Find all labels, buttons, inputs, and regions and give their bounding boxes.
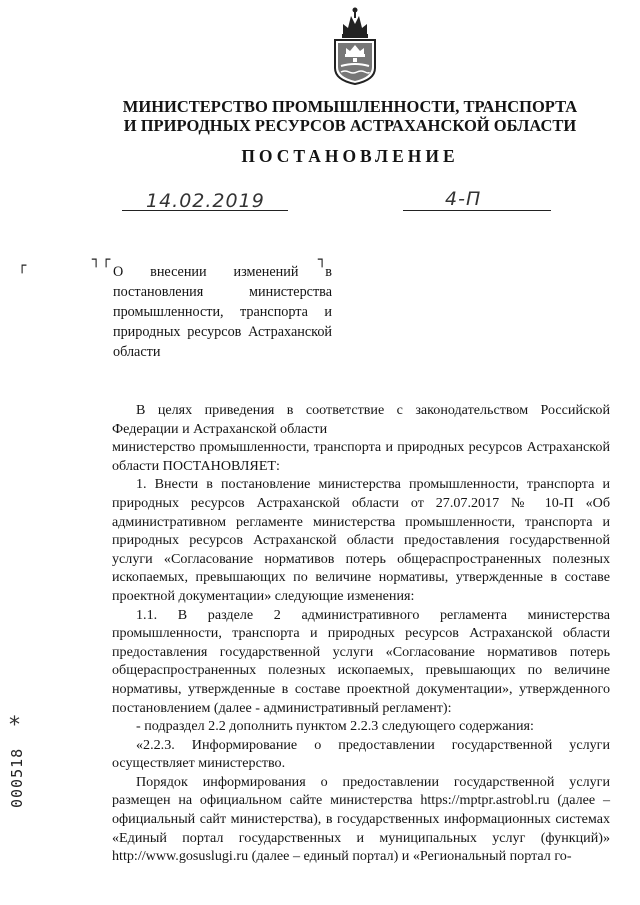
document-type: ПОСТАНОВЛЕНИЕ	[241, 146, 459, 166]
body-paragraph: министерство промышленности, транспорта и природных ресурсов Астраханской области ПОСТАНОВЛЯЕТ:	[112, 439, 610, 474]
ministry-name-line1: МИНИСТЕРСТВО ПРОМЫШЛЕННОСТИ, ТРАНСПОРТА	[122, 97, 578, 116]
document-body	[112, 401, 610, 866]
body-paragraph: 1. Внести в постановление министерства промышленности, транспорта и природных ресурсов Астраханской области от 27.07.2017 № 10-П «Об административном регламенте министерства промышленности, транспорта и природных ресурсов Астраханской области предоставления государственной услуги «Согласование нормативов потерь общераспространенных полезных ископаемых, превышающих по величине нормативы, утвержденные в составе проектной документации» следующие изменения:	[112, 476, 610, 604]
document-number: 4-П	[445, 188, 482, 210]
subject-corner-mark-left-a: ┐	[92, 252, 101, 268]
number-underline	[403, 210, 551, 211]
ministry-name-line2: И ПРИРОДНЫХ РЕСУРСОВ АСТРАХАНСКОЙ ОБЛАСТИ	[123, 116, 577, 135]
document-subject: О внесении изменений в постановления министерства промышленности, транспорта и природных ресурсов Астраханской области	[113, 264, 332, 360]
body-paragraph: - подраздел 2.2 дополнить пунктом 2.2.3 следующего содержания:	[136, 718, 534, 735]
body-paragraph: В целях приведения в соответствие с законодательством Российской Федерации и Астраханской области	[112, 402, 610, 437]
side-stamp-number: 000518	[8, 747, 26, 808]
body-paragraph: «2.2.3. Информирование о предоставлении государственной услуги осуществляет министерство.	[112, 736, 610, 772]
subject-corner-mark-right: ┐	[318, 252, 327, 268]
date-underline	[122, 210, 288, 211]
body-paragraph: 1.1. В разделе 2 административного регламента министерства промышленности, транспорта и природных ресурсов Астраханской области предоставления государственной услуги «Согласование нормативов потерь общераспространенных полезных ископаемых, превышающих по величине нормативы, утвержденные в составе проектной документации», утвержденного постановлением (далее - административный регламент):	[112, 606, 610, 716]
body-paragraph: Порядок информирования о предоставлении государственной услуги размещен на официальном сайте министерства https://mptpr.astrobl.ru (далее – официальный сайт министерства), в государственных информационных системах «Единый портал государственных и муниципальных услуг (функций)» http://www.gosuslugi.ru (далее – единый портал) и «Региональный портал го-	[112, 773, 610, 865]
coat-of-arms-icon	[329, 4, 381, 86]
document-date: 14.02.2019	[146, 190, 265, 212]
side-stamp-star: *	[9, 713, 20, 738]
subject-corner-mark-left-b: ┌	[102, 252, 111, 268]
left-margin-corner-mark: ┌	[18, 258, 27, 274]
